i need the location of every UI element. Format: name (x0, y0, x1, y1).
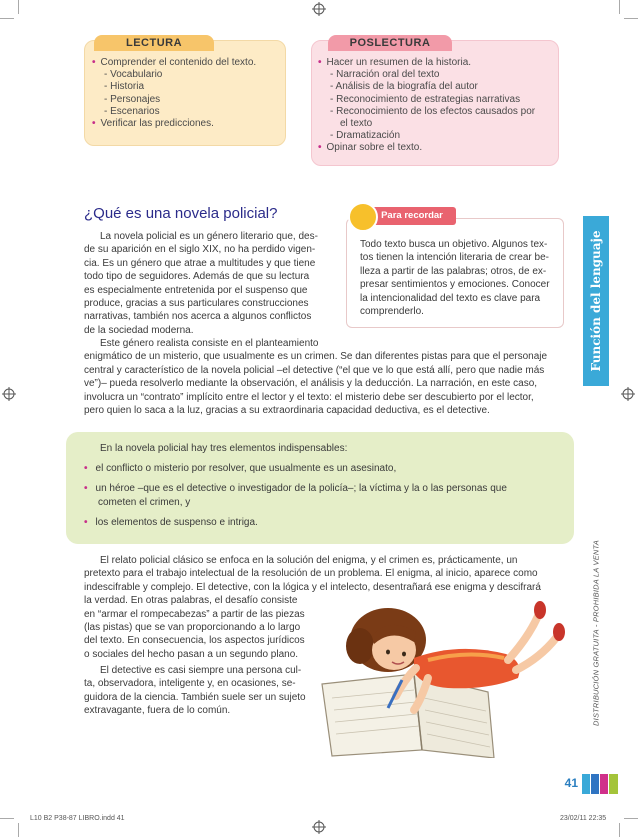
color-strip (591, 774, 599, 794)
poslectura-tag: POSLECTURA (328, 35, 452, 51)
color-strip (582, 774, 590, 794)
elements-list (84, 442, 507, 530)
poslectura-list (318, 57, 535, 155)
text-line: indescifrable y complejo. El detective, con la lógica y el intelecto, desentrañará ese enigma y descifrará (84, 581, 541, 593)
text-line: guidora de la ciencia. También suele ser un sujeto (84, 691, 306, 703)
text-line: central y característico de la novela policial –el detective (“el que ve lo que está allí, pero que nadie más (84, 364, 545, 376)
list-item: • el conflicto o misterio por resolver, que usualmente es un asesinato, (84, 462, 507, 476)
crop-mark (18, 823, 19, 837)
paragraph-2 (84, 337, 547, 417)
text-line: involucra un “contrato” implícito entre el lector y el texto: el misterio debe ser descubierto por el lector, (84, 391, 534, 403)
text-line: ta, observadora, inteligente y, en ocasiones, se- (84, 678, 296, 690)
list-item: • Hacer un resumen de la historia. (318, 57, 535, 69)
crop-mark (18, 0, 19, 14)
text-line: Todo texto busca un objetivo. Algunos tex- (360, 239, 548, 250)
text-line: todo tipo de seguidores. Además de que su lectura (84, 271, 310, 283)
list-item: cometen el crimen, y (98, 497, 191, 508)
text-line: extravagante, fuera de lo común. (84, 705, 231, 717)
list-item: • Comprender el contenido del texto. (92, 57, 256, 69)
paragraph-4 (84, 664, 306, 718)
lightbulb-icon (348, 202, 378, 232)
list-item: - Vocabulario (104, 69, 163, 81)
list-item: - Reconocimiento de los efectos causados por (330, 105, 536, 117)
section-side-label: Función del lenguaje (589, 230, 603, 372)
text-line: la intencionalidad del texto es clave para (360, 292, 541, 304)
crop-mark (0, 818, 14, 819)
footer-timestamp: 23/02/11 22:35 (560, 815, 607, 822)
list-item: el texto (340, 118, 373, 130)
text-line: narrativas, también nos acerca a algunos conflictos (84, 311, 312, 323)
text-line: del texto. En consecuencia, los aspectos jurídicos (84, 635, 305, 647)
text-line: (las pistas) que se van proporcionando a lo largo (84, 622, 301, 634)
text-line: ve”)– pueda resolverlo mediante la observación, el análisis y la deducción. La narración, en este caso, (84, 378, 538, 390)
crop-mark (619, 0, 620, 14)
lectura-tag: LECTURA (94, 35, 214, 51)
text-line: o sociales del hecho pasan a un segundo plano. (84, 648, 299, 660)
color-strip (600, 774, 608, 794)
para-recordar-text (360, 238, 550, 318)
text-line: El relato policial clásico se enfoca en la solución del enigma, y el crimen es, prácticamente, un (100, 555, 518, 566)
text-line: en “armar el rompecabezas” a partir de las piezas (84, 608, 305, 620)
text-line: produce, gracias a sus particulares construcciones (84, 298, 309, 310)
lectura-list (92, 57, 256, 130)
registration-mark-icon (621, 387, 635, 401)
text-line: cia. Es un género que atrae a multitudes y que tiene (84, 257, 316, 269)
list-item: - Historia (104, 81, 145, 93)
text-line: enigmático de un misterio, que usualmente es un crimen. Se dan diferentes pistas para que el personaje (84, 351, 548, 363)
text-line: de la sociedad moderna. (84, 324, 194, 336)
girl-writing-illustration (318, 598, 568, 758)
section-heading: ¿Qué es una novela policial? (84, 205, 278, 222)
text-line: lleza a partir de las palabras; otros, de ex- (360, 265, 547, 277)
text-line: La novela policial es un género literario que, des- (100, 231, 318, 242)
crop-mark (0, 18, 14, 19)
crop-mark (619, 823, 620, 837)
registration-mark-icon (2, 387, 16, 401)
list-item: • Verificar las predicciones. (92, 118, 256, 130)
text-line: comprenderlo. (360, 306, 424, 318)
registration-mark-icon (312, 2, 326, 16)
color-strip (609, 774, 618, 794)
text-line: la verdad. En otras palabras, el desafío consiste (84, 595, 298, 607)
list-item: • los elementos de suspenso e intriga. (84, 516, 507, 530)
para-recordar-tag: Para recordar (368, 207, 456, 225)
registration-mark-icon (312, 820, 326, 834)
intro-paragraph (84, 230, 324, 337)
footer-file-info: L10 B2 P38-87 LIBRO.indd 41 (30, 815, 125, 822)
list-item: - Análisis de la biografía del autor (330, 81, 478, 93)
text-line: presar sentimientos y emociones. Conocer (360, 279, 550, 291)
distribution-notice: DISTRIBUCIÓN GRATUITA - PROHIBIDA LA VENTA (591, 540, 601, 726)
text-line: es especialmente entretenida por el suspenso que (84, 284, 308, 296)
crop-mark (624, 18, 638, 19)
list-item: - Escenarios (104, 105, 160, 117)
text-line: tos tienen la intención literaria de crear be- (360, 252, 549, 264)
list-item: - Dramatización (330, 130, 401, 142)
page-number: 41 (564, 776, 578, 790)
list-item: - Reconocimiento de estrategias narrativas (330, 93, 521, 105)
text-line: pretexto para el trabajo intelectual de la resolución de un problema. El enigma, al inicio, aparece como (84, 568, 538, 580)
list-item: - Narración oral del texto (330, 69, 440, 81)
text-line: pero quien lo saca a la luz, gracias a su extraordinaria capacidad deductiva, es el detective. (84, 405, 490, 417)
list-item: - Personajes (104, 93, 161, 105)
text-line: de su aparición en el siglo XIX, no ha perdido vigen- (84, 244, 316, 256)
text-line: Este género realista consiste en el planteamiento (100, 338, 319, 349)
list-item: • Opinar sobre el texto. (318, 142, 535, 154)
crop-mark (624, 818, 638, 819)
elements-intro: En la novela policial hay tres elementos indispensables: (100, 443, 348, 454)
list-item: • un héroe –que es el detective o investigador de la policía–; la víctima y la o las personas que (84, 482, 507, 496)
text-line: El detective es casi siempre una persona cul- (100, 665, 302, 676)
